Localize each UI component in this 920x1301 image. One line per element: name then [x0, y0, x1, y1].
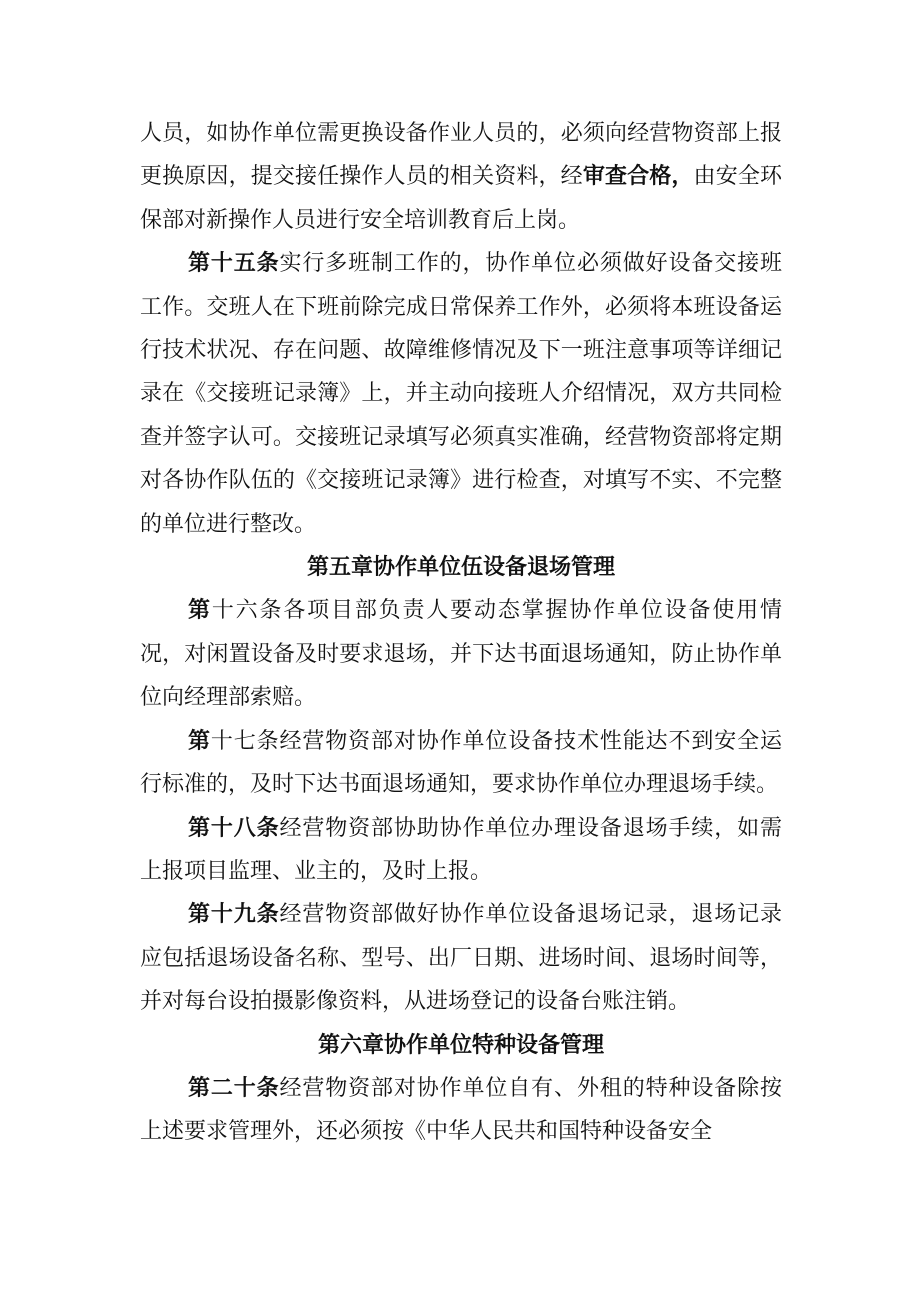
- paragraph-text: 由安全环保部对新操作人员进行安全培训教育后上岗。: [140, 164, 782, 233]
- article-text: 十七条经营物资部对协作单位设备技术性能达不到安全运行标准的，及时下达书面退场通知，要求协作单位办理退场手续。: [140, 728, 782, 798]
- chapter-heading: 第五章协作单位伍设备退场管理: [306, 554, 615, 581]
- article-text: 十六条各项目部负责人要动态掌握协作单位设备使用情况，对闲置设备及时要求退场，并下达书面退场通知，防止协作单位向经理部索赔。: [140, 598, 782, 711]
- bold-phrase: 审查合格，: [582, 163, 694, 190]
- article-text: 经营物资部协助协作单位办理设备退场手续，如需上报项目监理、业主的，及时上报。: [140, 815, 782, 884]
- article-label: 第: [188, 597, 212, 624]
- article-text: 经营物资部对协作单位自有、外租的特种设备除按上述要求管理外，还必须按《中华人民共和国特种设备安全: [140, 1075, 782, 1145]
- paragraph-continuation: [140, 112, 782, 242]
- article-17: [140, 720, 782, 807]
- article-label: 第十八条: [188, 814, 280, 841]
- article-text: 实行多班制工作的，协作单位必须做好设备交接班工作。交班人在下班前除完成日常保养工作外，必须将本班设备运行技术状况、存在问题、故障维修情况及下一班注意事项等详细记录在《交接班记录簿》上，并主动向接班人介绍情况，双方共同检查并签字认可。交接班记录填写必须真实准确，经营物资部将定期对各协作队伍的《交接班记录簿》进行检查，对填写不实、不完整的单位进行整改。: [140, 251, 782, 537]
- article-text: 经营物资部做好协作单位设备退场记录，退场记录应包括退场设备名称、型号、出厂日期、进场时间、退场时间等，并对每台设拍摄影像资料，从进场登记的设备台账注销。: [140, 902, 782, 1015]
- article-15: [140, 242, 782, 546]
- article-16: [140, 589, 782, 719]
- article-label: 第十五条: [188, 250, 280, 277]
- article-label: 第二十条: [188, 1074, 280, 1101]
- article-label: 第: [188, 727, 211, 754]
- paragraph-text: 人员，如协作单位需更换设备作业人员的，必须向经营物资部上报更换原因，提交接任操作人员的相关资料，经: [140, 121, 782, 190]
- chapter-heading: 第六章协作单位特种设备管理: [317, 1031, 604, 1058]
- article-label: 第十九条: [188, 901, 280, 928]
- article-18: [140, 807, 782, 894]
- article-20: [140, 1067, 782, 1154]
- article-19: [140, 893, 782, 1023]
- document-page: [140, 112, 782, 1154]
